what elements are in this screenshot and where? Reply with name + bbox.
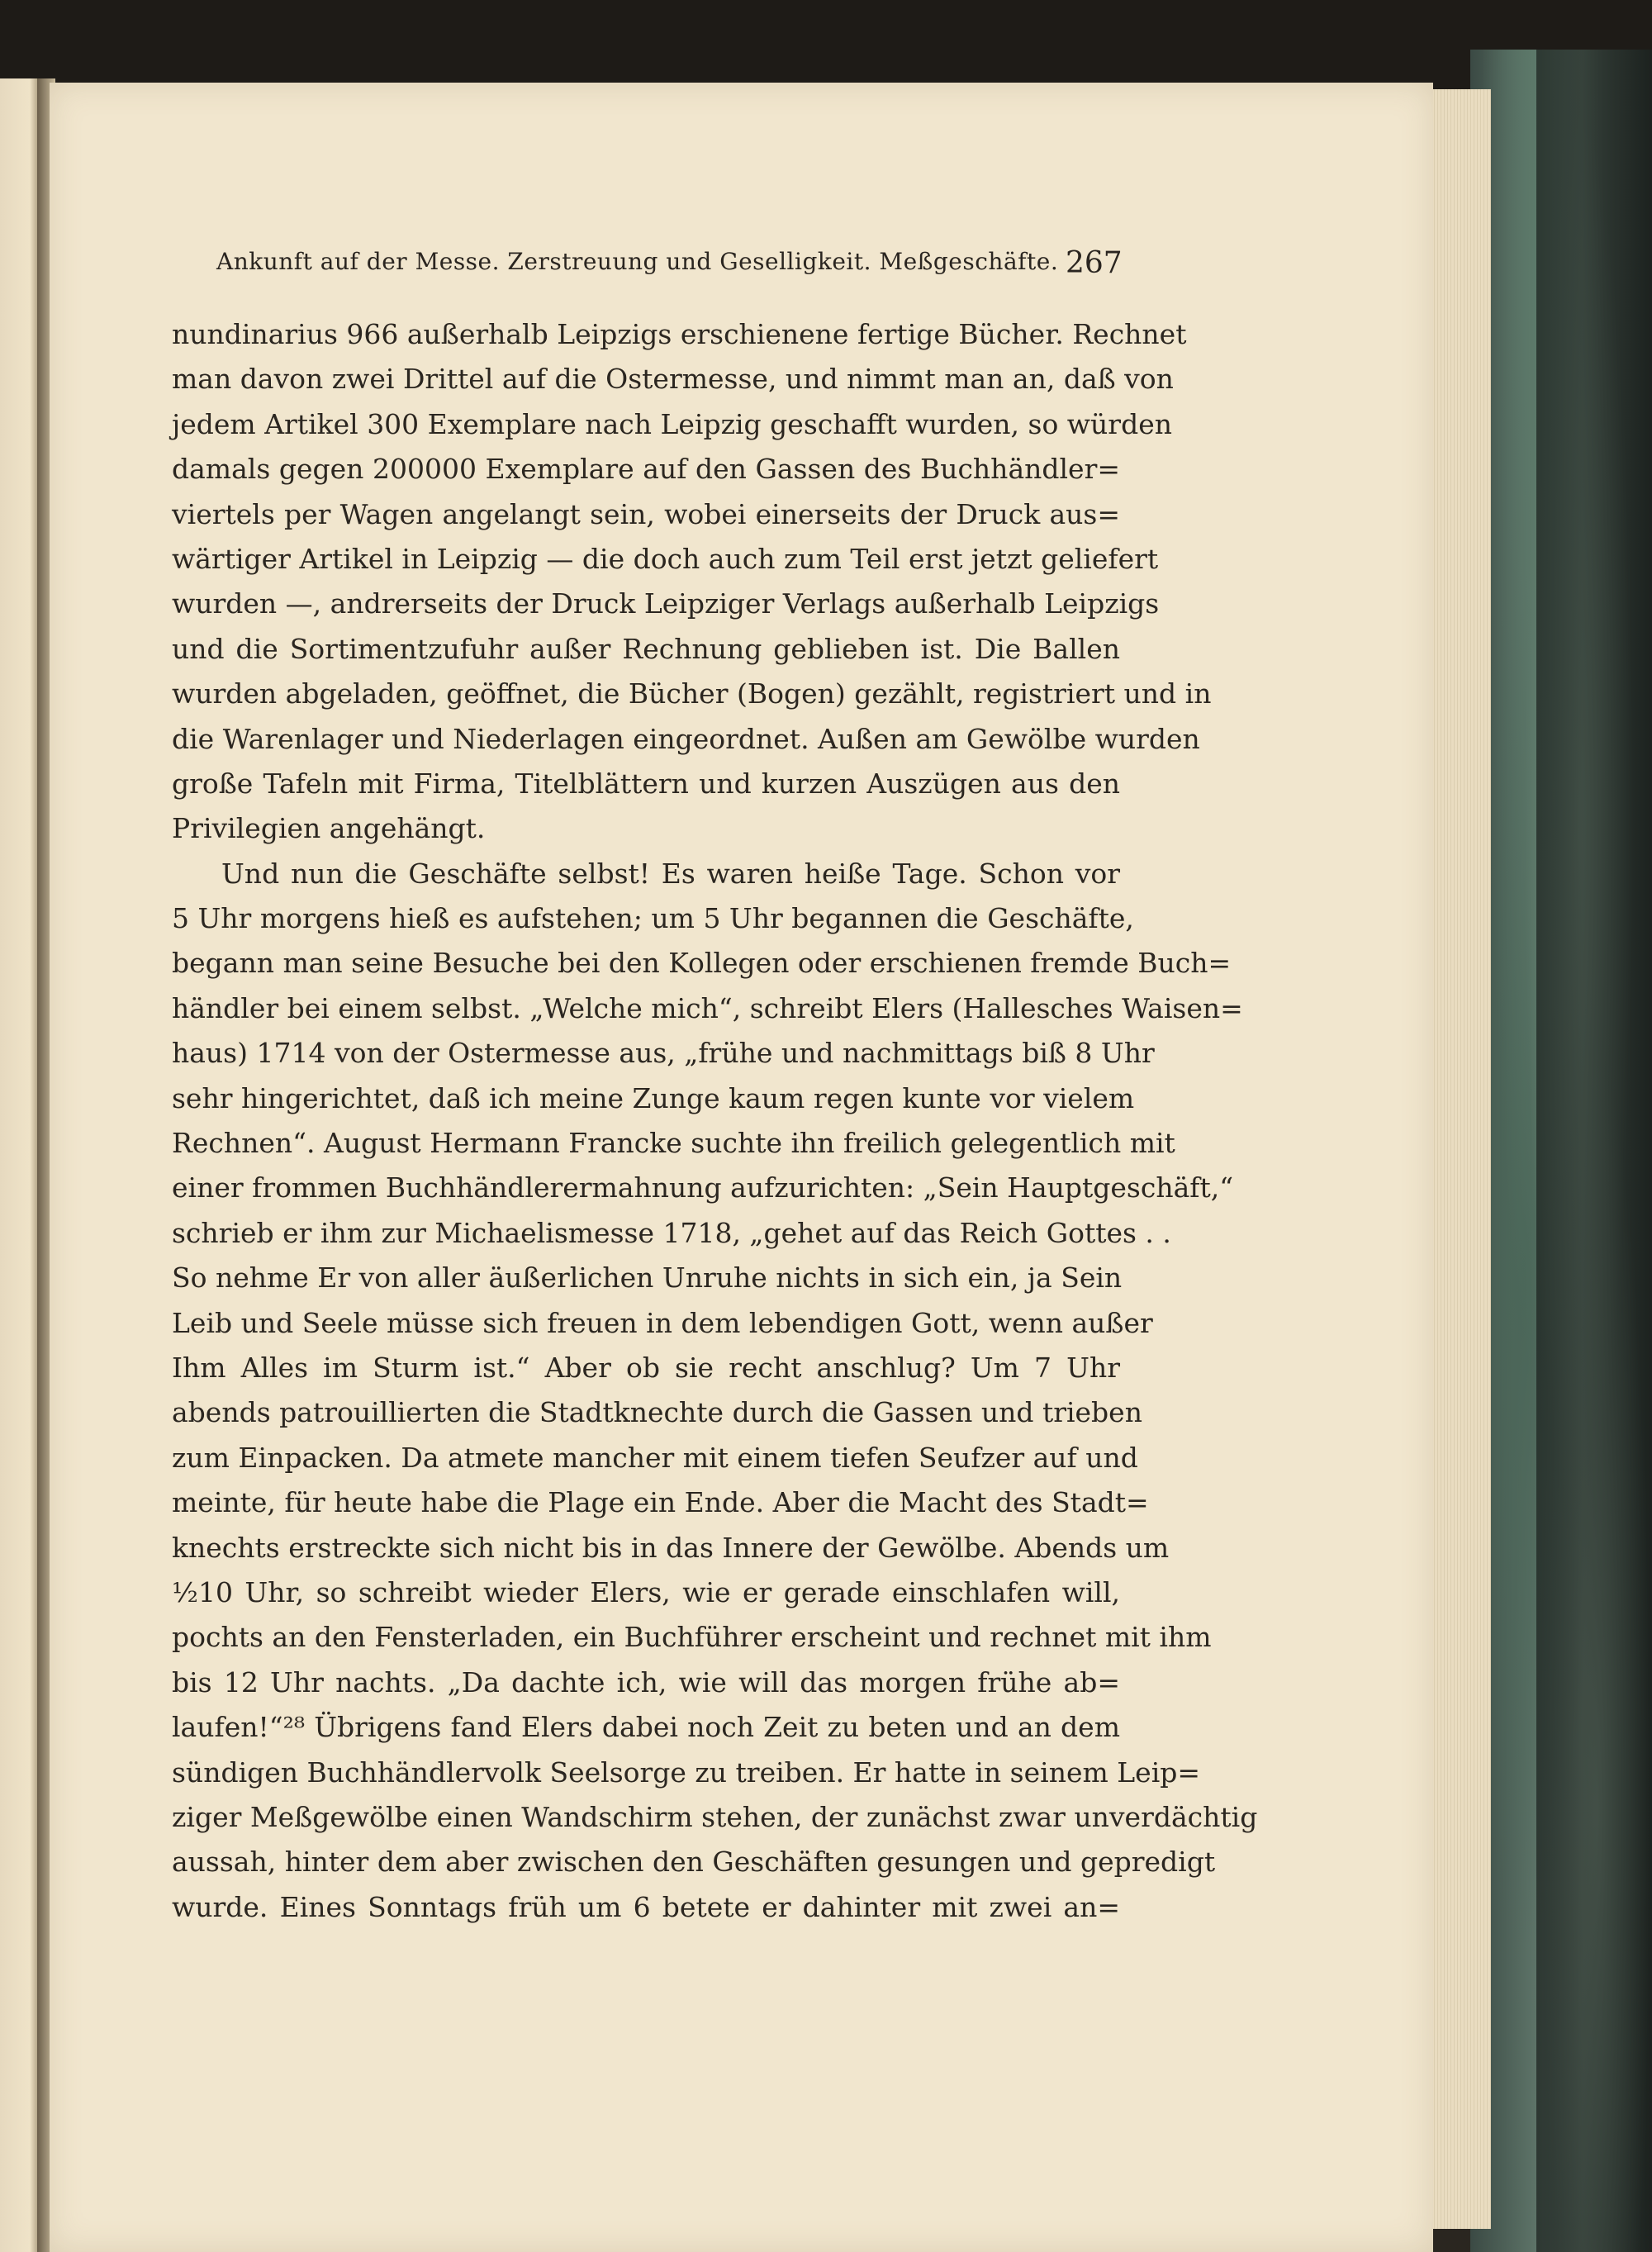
- text-line: jedem Artikel 300 Exemplare nach Leipzig geschafft wurden, so würden: [172, 407, 1172, 440]
- text-line: sündigen Buchhändlervolk Seelsorge zu treiben. Er hatte in seinem Leip=: [172, 1756, 1201, 1789]
- text-line: sehr hingerichtet, daß ich meine Zunge kaum regen kunte vor vielem: [172, 1081, 1135, 1114]
- text-line: viertels per Wagen angelangt sein, wobei einerseits der Druck aus=: [172, 497, 1120, 530]
- text-line: wurde. Eines Sonntags früh um 6 betete er dahinter mit zwei an=: [172, 1890, 1120, 1923]
- text-line: Rechnen“. August Hermann Francke suchte ihn freilich gelegentlich mit: [172, 1127, 1175, 1160]
- text-line: begann man seine Besuche bei den Kollegen oder erschienen fremde Buch=: [172, 947, 1232, 980]
- page-edges: [1425, 89, 1491, 2229]
- text-line: schrieb er ihm zur Michaelismesse 1718, „gehet auf das Reich Gottes . .: [172, 1216, 1171, 1249]
- text-line: die Warenlager und Niederlagen eingeordnet. Außen am Gewölbe wurden: [172, 722, 1200, 755]
- text-line: ½10 Uhr, so schreibt wieder Elers, wie er gerade einschlafen will,: [172, 1575, 1120, 1608]
- text-line: Leib und Seele müsse sich freuen in dem lebendigen Gott, wenn außer: [172, 1306, 1153, 1339]
- text-line: einer frommen Buchhändlerermahnung aufzurichten: „Sein Hauptgeschäft,“: [172, 1171, 1234, 1204]
- text-line: wurden abgeladen, geöffnet, die Bücher (Bogen) gezählt, registriert und in: [172, 677, 1212, 710]
- text-line: man davon zwei Drittel auf die Ostermesse, und nimmt man an, daß von: [172, 363, 1174, 396]
- text-line: nundinarius 966 außerhalb Leipzigs erschienene fertige Bücher. Rechnet: [172, 318, 1187, 350]
- text-line: große Tafeln mit Firma, Titelblättern und kurzen Auszügen aus den: [172, 767, 1120, 800]
- left-page-edge: [0, 78, 37, 2252]
- text-line: 5 Uhr morgens hieß es aufstehen; um 5 Uhr begannen die Geschäfte,: [172, 902, 1134, 935]
- text-line: Ihm Alles im Sturm ist.“ Aber ob sie recht anschlug? Um 7 Uhr: [172, 1351, 1120, 1384]
- body-text: [172, 312, 1258, 1930]
- text-line: bis 12 Uhr nachts. „Da dachte ich, wie will das morgen frühe ab=: [172, 1665, 1120, 1699]
- text-line: Und nun die Geschäfte selbst! Es waren heiße Tage. Schon vor: [221, 857, 1120, 890]
- text-line: wärtiger Artikel in Leipzig — die doch auch zum Teil erst jetzt geliefert: [172, 542, 1159, 575]
- text-line: ziger Meßgewölbe einen Wandschirm stehen, der zunächst zwar unverdächtig: [172, 1800, 1258, 1833]
- text-line: Privilegien angehängt.: [172, 812, 486, 845]
- text-line: händler bei einem selbst. „Welche mich“, schreibt Elers (Hallesches Waisen=: [172, 991, 1243, 1024]
- text-line: meinte, für heute habe die Plage ein Ende. Aber die Macht des Stadt=: [172, 1486, 1149, 1519]
- text-line: pochts an den Fensterladen, ein Buchführer erscheint und rechnet mit ihm: [172, 1621, 1212, 1654]
- text-line: laufen!“²⁸ Übrigens fand Elers dabei noch Zeit zu beten und an dem: [172, 1711, 1120, 1744]
- text-line: wurden —, andrerseits der Druck Leipziger Verlags außerhalb Leipzigs: [172, 587, 1160, 620]
- background: [0, 0, 1652, 91]
- text-line: haus) 1714 von der Ostermesse aus, „frühe und nachmittags biß 8 Uhr: [172, 1037, 1155, 1070]
- running-head: Ankunft auf der Messe. Zerstreuung und Geselligkeit. Meßgeschäfte.: [216, 248, 1059, 275]
- text-line: aussah, hinter dem aber zwischen den Geschäften gesungen und gepredigt: [172, 1846, 1216, 1879]
- cover-edge: [1536, 50, 1652, 2252]
- text-line: So nehme Er von aller äußerlichen Unruhe nichts in sich ein, ja Sein: [172, 1261, 1123, 1295]
- page-number: 267: [1066, 246, 1123, 280]
- text-line: abends patrouillierten die Stadtknechte durch die Gassen und trieben: [172, 1396, 1142, 1429]
- text-line: zum Einpacken. Da atmete mancher mit einem tiefen Seufzer auf und: [172, 1441, 1138, 1474]
- text-line: und die Sortimentzufuhr außer Rechnung geblieben ist. Die Ballen: [172, 632, 1120, 665]
- text-line: damals gegen 200000 Exemplare auf den Gassen des Buchhändler=: [172, 453, 1120, 486]
- text-line: knechts erstreckte sich nicht bis in das Innere der Gewölbe. Abends um: [172, 1531, 1170, 1564]
